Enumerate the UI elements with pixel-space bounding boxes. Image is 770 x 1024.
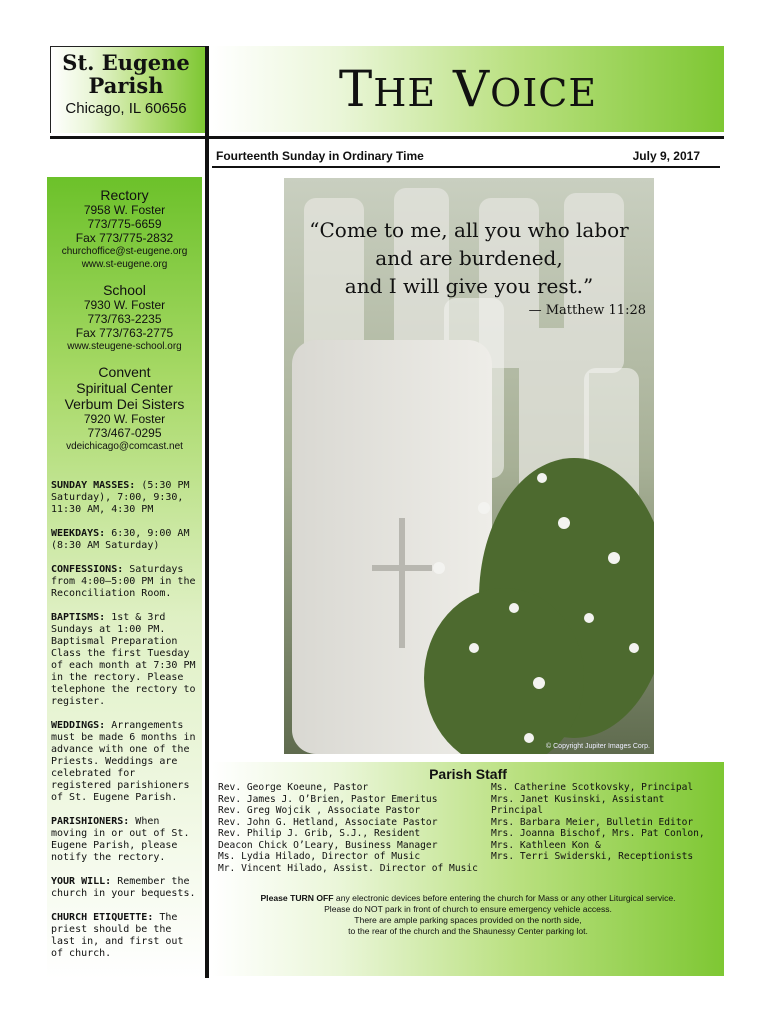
- newsletter-title: [212, 54, 724, 128]
- info-label: SUNDAY MASSES:: [51, 480, 136, 491]
- staff-member: Rev. James J. O’Brien, Pastor Emeritus: [218, 793, 438, 805]
- rectory-address: 7958 W. Foster: [83, 203, 166, 217]
- info-text: 6:30, 9:00 AM (8:30 AM Saturday): [51, 528, 190, 551]
- notice-line: Please do NOT park in front of church to ensure emergency vehicle access.: [324, 904, 612, 914]
- image-copyright: © Copyright Jupiter Images Corp.: [546, 743, 650, 750]
- title-letters: OICE: [490, 71, 598, 115]
- scripture-quote: [284, 216, 654, 300]
- info-label: CONFESSIONS:: [51, 564, 124, 575]
- info-label: YOUR WILL:: [51, 876, 112, 887]
- school-heading: School: [103, 282, 146, 298]
- quote-line: “Come to me, all you who labor: [309, 218, 629, 242]
- convent-order: Verbum Dei Sisters: [64, 396, 185, 412]
- info-item: [51, 816, 201, 864]
- info-label: BAPTISMS:: [51, 612, 106, 623]
- title-letter: T: [338, 60, 374, 118]
- staff-member: Mrs. Janet Kusinski, Assistant Principal: [491, 793, 665, 816]
- staff-member: Ms. Lydia Hilado, Director of Music: [218, 851, 421, 862]
- parish-staff-panel: [212, 762, 724, 976]
- parish-info: [51, 480, 201, 972]
- staff-member: Mrs. Barbara Meier, Bulletin Editor: [491, 816, 694, 828]
- rectory-fax: Fax 773/775-2832: [75, 231, 174, 245]
- staff-member: Rev. Greg Wojcik , Associate Pastor: [218, 805, 421, 816]
- title-letters: HE: [373, 71, 437, 115]
- info-label: PARISHIONERS:: [51, 816, 130, 827]
- info-text: (5:30 PM Saturday), 7:00, 9:30, 11:30 AM, 4:30 PM: [51, 480, 190, 515]
- rectory-website[interactable]: www.st-eugene.org: [81, 259, 168, 270]
- quote-line: and are burdened,: [375, 246, 563, 270]
- info-item: [51, 876, 201, 900]
- column-rule: [205, 46, 209, 978]
- rectory-heading: Rectory: [100, 187, 149, 203]
- info-text: When moving in or out of St. Eugene Parish, please notify the rectory.: [51, 816, 190, 863]
- issue-name: Fourteenth Sunday in Ordinary Time: [216, 149, 424, 163]
- cover-photo: [284, 178, 654, 754]
- title-band: [212, 46, 724, 132]
- info-item: [51, 912, 201, 960]
- staff-office-list: [491, 782, 721, 863]
- staff-member: Ms. Catherine Scotkovsky, Principal: [491, 782, 694, 793]
- title-letter: V: [453, 60, 491, 118]
- info-text: Saturdays from 4:00—5:00 PM in the Reconciliation Room.: [51, 564, 196, 599]
- school-block: [47, 282, 202, 353]
- staff-member: Mr. Vincent Hilado, Assist. Director of Music: [218, 862, 478, 874]
- issue-date: July 9, 2017: [632, 149, 700, 163]
- issue-rule: [212, 166, 720, 168]
- staff-member: Mrs. Terri Swiderski, Receptionists: [491, 851, 694, 862]
- rectory-phone: 773/775-6659: [87, 217, 162, 231]
- info-item: [51, 612, 201, 708]
- school-fax: Fax 773/763-2775: [75, 326, 174, 340]
- sidebar: [47, 177, 202, 979]
- info-text: 1st & 3rd Sundays at 1:00 PM. Baptismal Preparation Class the first Tuesday of each month at 7:30 PM in the rectory. Please telephone the rectory to register.: [51, 612, 196, 707]
- staff-member: Rev. Philip J. Grib, S.J., Resident: [218, 828, 421, 839]
- school-website[interactable]: www.steugene-school.org: [67, 341, 182, 352]
- convent-address: 7920 W. Foster: [83, 412, 166, 426]
- masthead-rule: [50, 136, 724, 139]
- rectory-block: [47, 187, 202, 271]
- staff-heading: Parish Staff: [429, 766, 507, 782]
- info-label: WEEKDAYS:: [51, 528, 106, 539]
- quote-line: and I will give you rest.”: [344, 274, 594, 298]
- staff-member: Deacon Chick O’Leary, Business Manager: [218, 839, 438, 851]
- convent-subheading: Spiritual Center: [76, 380, 173, 396]
- parish-name-box: [50, 46, 205, 133]
- info-label: CHURCH ETIQUETTE:: [51, 912, 154, 923]
- quote-reference: — Matthew 11:28: [528, 303, 646, 318]
- info-text: Arrangements must be made 6 months in advance with one of the Priests. Weddings are celebrated for registered parishioners of St. Eugene Parish.: [51, 720, 196, 803]
- notice-emphasis: Please TURN OFF: [260, 893, 334, 903]
- rectory-email[interactable]: churchoffice@st-eugene.org: [61, 246, 188, 257]
- info-label: WEDDINGS:: [51, 720, 106, 731]
- contact-list: [47, 187, 202, 464]
- info-text: The priest should be the last in, and first out of church.: [51, 912, 184, 959]
- school-phone: 773/763-2235: [87, 312, 162, 326]
- notice-text: any electronic devices before entering the church for Mass or any other Liturgical service.: [333, 893, 676, 903]
- parish-name: St. Eugene Parish: [62, 50, 190, 98]
- convent-phone: 773/467-0295: [87, 426, 162, 440]
- notice-line: to the rear of the church and the Shaunessy Center parking lot.: [348, 926, 588, 936]
- info-item: [51, 528, 201, 552]
- parish-city: Chicago, IL 60656: [65, 100, 187, 117]
- staff-member: Rev. John G. Hetland, Associate Pastor: [218, 816, 438, 828]
- school-address: 7930 W. Foster: [83, 298, 166, 312]
- info-item: [51, 720, 201, 804]
- convent-block: [47, 364, 202, 453]
- staff-member: Mrs. Kathleen Kon &: [491, 839, 601, 851]
- notice-line: There are ample parking spaces provided on the north side,: [354, 915, 582, 925]
- staff-clergy-list: [218, 782, 483, 874]
- church-notice: [212, 893, 724, 937]
- staff-member: Rev. George Koeune, Pastor: [218, 782, 369, 793]
- notice-line: [212, 893, 724, 904]
- convent-email[interactable]: vdeichicago@comcast.net: [66, 441, 183, 452]
- info-item: [51, 564, 201, 600]
- convent-heading: Convent: [98, 364, 151, 380]
- staff-member: Mrs. Joanna Bischof, Mrs. Pat Conlon,: [491, 828, 705, 839]
- info-item: [51, 480, 201, 516]
- info-text: Remember the church in your bequests.: [51, 876, 196, 899]
